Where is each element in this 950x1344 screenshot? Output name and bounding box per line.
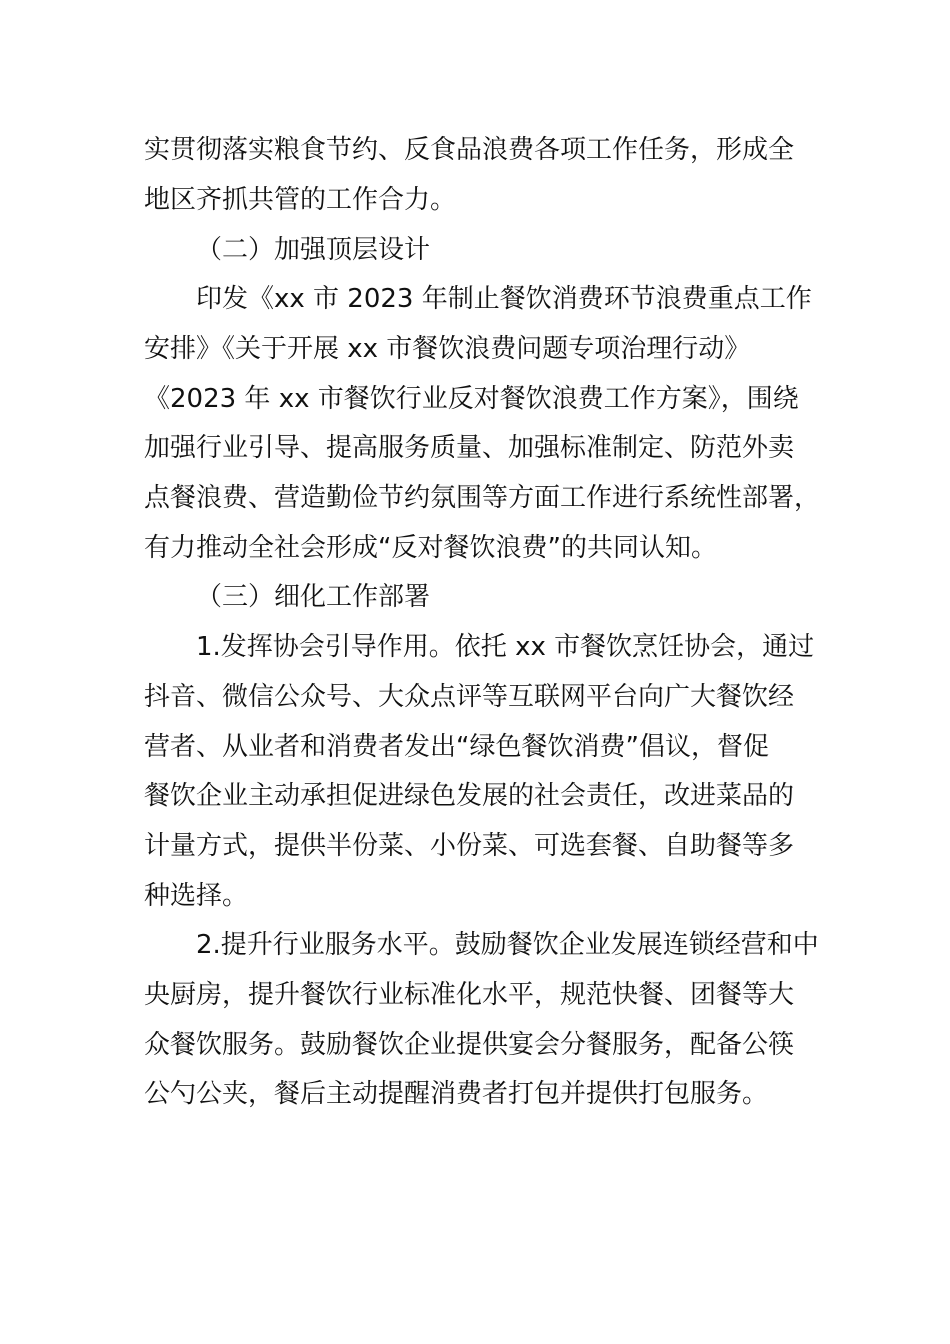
body-text-line: 众餐饮服务。鼓励餐饮企业提供宴会分餐服务，配备公筷 <box>144 1030 795 1060</box>
body-text-line: 营者、从业者和消费者发出“绿色餐饮消费”倡议，督促 <box>144 732 769 762</box>
body-text-line: 央厨房，提升餐饮行业标准化水平，规范快餐、团餐等大 <box>144 980 795 1010</box>
body-text-line: 印发《xx 市 2023 年制止餐饮消费环节浪费重点工作 <box>196 284 812 314</box>
body-text-line: 抖音、微信公众号、大众点评等互联网平台向广大餐饮经 <box>144 682 795 712</box>
body-text-line: 《2023 年 xx 市餐饮行业反对餐饮浪费工作方案》，围绕 <box>144 384 799 414</box>
body-text-line: 种选择。 <box>144 881 249 911</box>
body-text-line: 餐饮企业主动承担促进绿色发展的社会责任，改进菜品的 <box>144 781 795 811</box>
body-text-line: 地区齐抓共管的工作合力。 <box>144 185 457 215</box>
body-text-line: 2.提升行业服务水平。鼓励餐饮企业发展连锁经营和中 <box>196 930 819 960</box>
body-text-line: 有力推动全社会形成“反对餐饮浪费”的共同认知。 <box>144 533 717 563</box>
body-text-line: 安排》《关于开展 xx 市餐饮浪费问题专项治理行动》 <box>144 334 751 364</box>
body-text-line: 计量方式，提供半份菜、小份菜、可选套餐、自助餐等多 <box>144 831 795 861</box>
body-text-line: 加强行业引导、提高服务质量、加强标准制定、防范外卖 <box>144 433 795 463</box>
body-text-line: 实贯彻落实粮食节约、反食品浪费各项工作任务，形成全 <box>144 135 795 165</box>
section-heading-2: （二）加强顶层设计 <box>196 235 431 265</box>
body-text-line: 点餐浪费、营造勤俭节约氛围等方面工作进行系统性部署， <box>144 483 821 513</box>
body-text-line: 1.发挥协会引导作用。依托 xx 市餐饮烹饪协会，通过 <box>196 632 815 662</box>
section-heading-3: （三）细化工作部署 <box>196 582 431 612</box>
body-text-line: 公勺公夹，餐后主动提醒消费者打包并提供打包服务。 <box>144 1079 769 1109</box>
